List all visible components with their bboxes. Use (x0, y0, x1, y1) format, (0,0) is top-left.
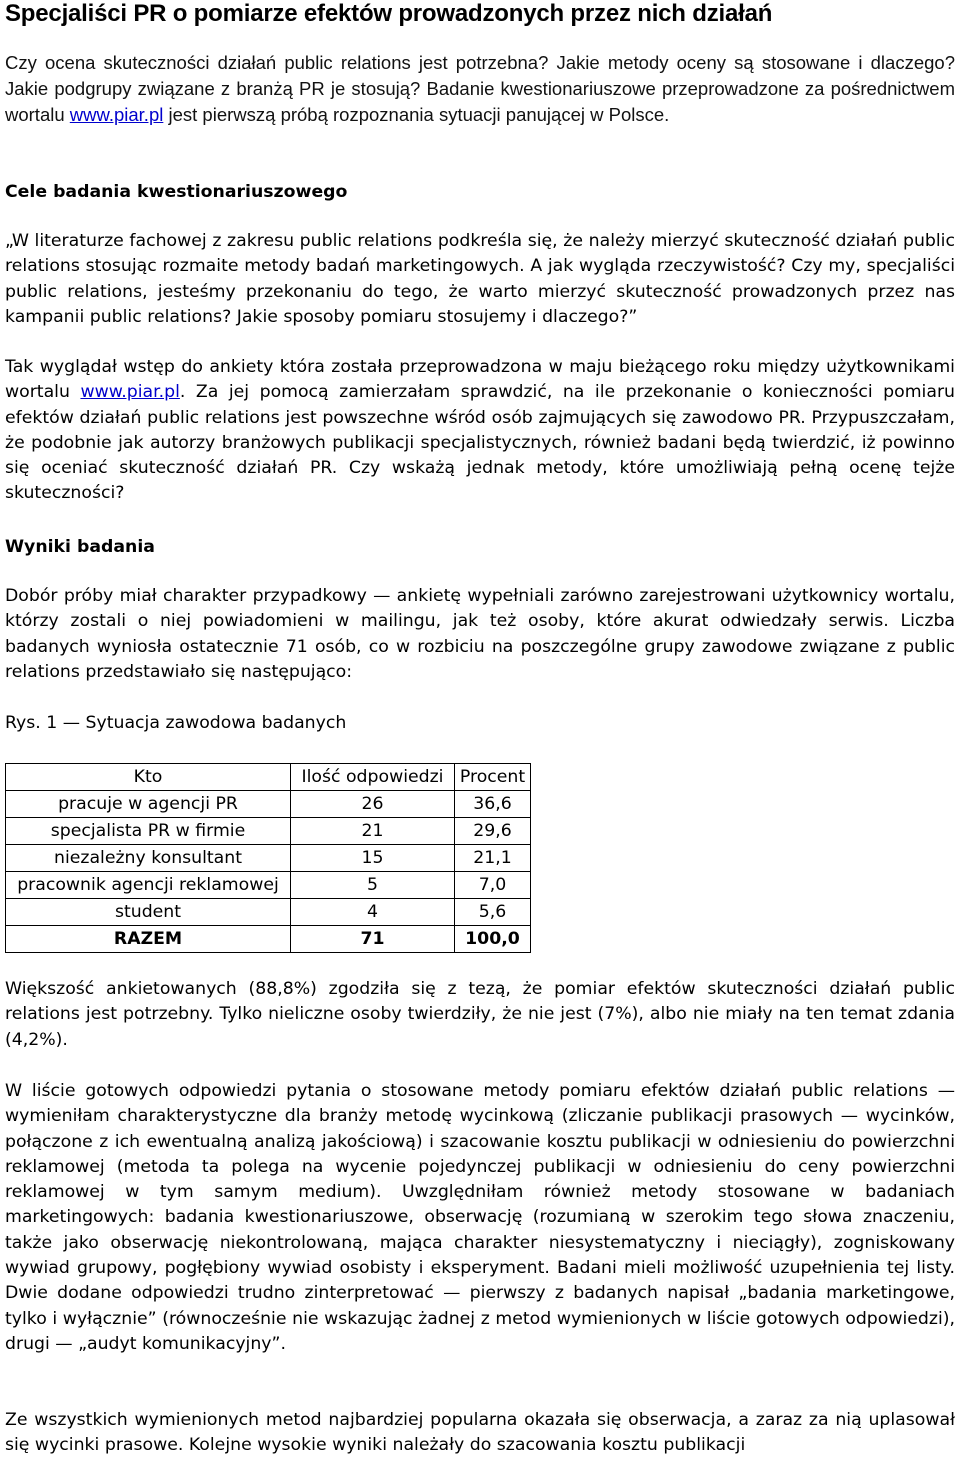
table-row (6, 791, 531, 818)
table-cell: 100,0 (455, 926, 531, 953)
section-heading-results: Wyniki badania (5, 537, 155, 557)
table-row (6, 872, 531, 899)
table-cell: 5,6 (455, 899, 531, 926)
table-row (6, 818, 531, 845)
table-total-row (6, 926, 531, 953)
table-cell: 7,0 (455, 872, 531, 899)
intro-text-end: jest pierwszą próbą rozpoznania sytuacji panującej w Polsce. (163, 104, 670, 125)
sample-paragraph: Dobór próby miał charakter przypadkowy — ankietę wypełniali zarówno zarejestrowani użytkownicy wortalu, którzy zostali o niej powiadomieni w mailingu, jak też osoby, które akurat odwiedzały serwis. Liczba badanych wyniosła ostatecznie 71 osób, co w rozbiciu na poszczególne grupy zawodowe związane z public relations przedstawiało się następująco: (5, 586, 955, 682)
survey-intro-paragraph (5, 355, 955, 507)
popularity-paragraph: Ze wszystkich wymienionych metod najbardziej popularna okazała się obserwacja, a zaraz za nią uplasował się wycinki prasowe. Kolejne wysokie wyniki należały do szacowania kosztu publikacji (5, 1410, 955, 1456)
table-cell: 29,6 (455, 818, 531, 845)
paragraph-text-end: . Za jej pomocą zamierzałam sprawdzić, na ile przekonanie o konieczności pomiaru efektów działań public relations jest powszechne wśród osób zajmujących się zawodowo PR. Przypuszczałam, że podobnie jak autorzy branżowych publikacji specjalistycznych, również badani będą twierdzić, iż powinno się oceniać skuteczność działań PR. Czy wskażą jednak metody, które umożliwiają pełną ocenę tejże skuteczności? (5, 382, 955, 504)
figure-caption: Rys. 1 — Sytuacja zawodowa badanych (5, 713, 347, 733)
paragraph-text: Tak wyglądał wstęp do ankiety która została przeprowadzona w maju bieżącego roku między użytkownikami wortalu (5, 357, 955, 403)
opinion-paragraph: Większość ankietowanych (88,8%) zgodziła się z tezą, że pomiar efektów skuteczności działań public relations jest potrzebny. Tylko nieliczne osoby twierdziły, że nie jest (7%), albo nie miały na ten temat zdania (4,2%). (5, 979, 955, 1050)
survey-quote-paragraph: „W literaturze fachowej z zakresu public relations podkreśla się, że należy mierzyć skuteczność działań public relations stosując rozmaite metody badań marketingowych. A jak wygląda rzeczywistość? Czy my, specjaliści public relations, jesteśmy przekonaniu do tego, że warto mierzyć skuteczność prowadzonych przez nas kampanii public relations? Jakie sposoby pomiaru stosujemy i dlaczego?” (5, 231, 955, 327)
section-heading-goals: Cele badania kwestionariuszowego (5, 182, 348, 202)
table-cell: 21,1 (455, 845, 531, 872)
table-header-cell: Ilość odpowiedzi (291, 764, 455, 791)
table-cell: 21 (291, 818, 455, 845)
table-cell: specjalista PR w firmie (6, 818, 291, 845)
table-cell: 15 (291, 845, 455, 872)
intro-text: Czy ocena skuteczności działań public relations jest potrzebna? Jakie metody oceny są stosowane i dlaczego? Jakie podgrupy związane z branżą PR je stosują? Badanie kwestionariuszowe przeprowadzone za pośrednictwem wortalu (5, 52, 955, 125)
table-row (6, 899, 531, 926)
piar-link-2[interactable]: www.piar.pl (80, 382, 180, 403)
table-cell: 4 (291, 899, 455, 926)
piar-link[interactable]: www.piar.pl (69, 104, 164, 125)
table-cell: 26 (291, 791, 455, 818)
table-cell: RAZEM (6, 926, 291, 953)
table-cell: 5 (291, 872, 455, 899)
results-table (5, 763, 531, 953)
table-cell: pracuje w agencji PR (6, 791, 291, 818)
table-row (6, 845, 531, 872)
table-cell: niezależny konsultant (6, 845, 291, 872)
table-header-row (6, 764, 531, 791)
document-title: Specjaliści PR o pomiarze efektów prowadzonych przez nich działań (5, 0, 773, 27)
table-cell: 36,6 (455, 791, 531, 818)
table-cell: 71 (291, 926, 455, 953)
table-header-cell: Kto (6, 764, 291, 791)
intro-paragraph (5, 50, 955, 128)
table-cell: student (6, 899, 291, 926)
methods-paragraph: W liście gotowych odpowiedzi pytania o stosowane metody pomiaru efektów działań public relations — wymieniłam charakterystyczne dla branży metodę wycinkową (zliczanie publikacji prasowych — wycinków, połączone z ich ewentualną analizą jakościową) i szacowanie kosztu publikacji w odniesieniu do powierzchni reklamowej (metoda ta polega na wycenie pojedynczej publikacji w odniesieniu do ceny powierzchni reklamowej w tym samym medium). Uwzględniłam również metody stosowane w badaniach marketingowych: badania kwestionariuszowe, obserwację (rozumianą w szerokim tego słowa znaczeniu, także jako obserwację niekontrolowaną, mająca charakter niesystematyczny i nieciągły), zogniskowany wywiad grupowy, pogłębiony wywiad osobisty i eksperyment. Badani mieli możliwość uzupełnienia tej listy. Dwie dodane odpowiedzi trudno zinterpretować — pierwszy z badanych napisał „badania marketingowe, tylko i wyłącznie” (równocześnie nie wskazując żadnej z metod wymienionych w liście gotowych odpowiedzi), drugi — „audyt komunikacyjny”. (5, 1081, 955, 1354)
table-header-cell: Procent (455, 764, 531, 791)
table-cell: pracownik agencji reklamowej (6, 872, 291, 899)
